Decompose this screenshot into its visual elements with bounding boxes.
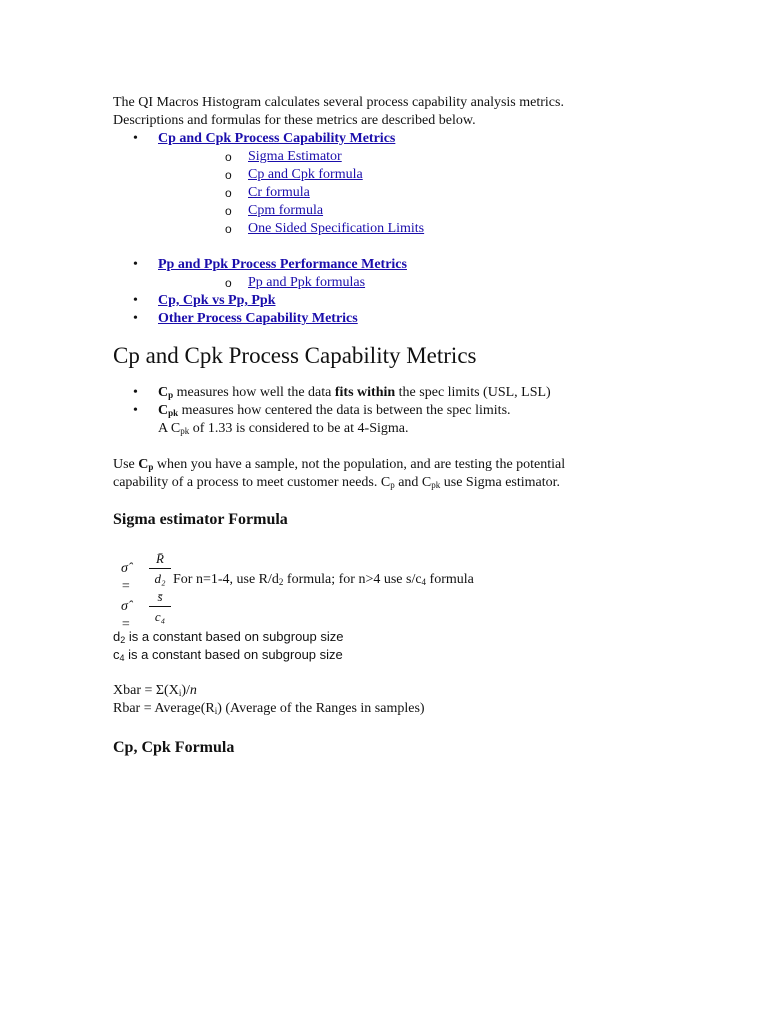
toc-link-pp-ppk[interactable]: Pp and Ppk Process Performance Metrics — [158, 257, 407, 272]
toc-link-pp-ppk-formulas[interactable]: Pp and Ppk formulas — [248, 275, 366, 290]
toc-link-other-metrics[interactable]: Other Process Capability Metrics — [158, 311, 358, 326]
d2-definition: $d_2$ is a constant based on subgroup size — [113, 629, 344, 645]
rbar-definition: Rbar = $Average(R_i)$ (Average of the Ranges in samples) — [113, 701, 425, 716]
toc-list — [113, 130, 733, 328]
toc-link-cpm-formula[interactable]: Cpm formula — [248, 203, 324, 218]
intro-line-1: The QI Macros Histogram calculates several process capability analysis metrics. — [113, 95, 564, 110]
toc-link-cr-formula[interactable]: Cr formula — [248, 185, 310, 200]
usage-paragraph: Use $C_p$ when you have a sample, not the population, and are testing the potential capability of a process to meet customer needs. $C_p$ and $C_{pk}$ use Sigma estimator. — [113, 457, 566, 490]
toc-item-other-metrics — [113, 310, 733, 328]
spacer — [158, 238, 733, 256]
bold-text: fits within — [334, 385, 396, 400]
toc-subitem — [158, 274, 733, 292]
toc-subitem — [158, 148, 733, 166]
toc-sublist-pp-ppk — [158, 274, 733, 292]
cp-cpk-formula-heading: Cp, Cpk Formula — [113, 739, 235, 756]
sigma-heading: Sigma estimator Formula — [113, 511, 288, 528]
cp-cpk-bullets — [113, 384, 733, 438]
sigma-note: For n=1-4, use $R/d_2$ formula; for n>4 use $s/c_4$ formula — [173, 572, 474, 587]
toc-subitem — [158, 184, 733, 202]
toc-sublist-cp-cpk — [158, 148, 733, 238]
toc-item-pp-ppk — [113, 256, 733, 292]
cpk-symbol: $C_{pk}$ — [158, 403, 179, 418]
toc-link-cp-cpk-formula[interactable]: Cp and Cpk formula — [248, 167, 363, 182]
bullet-text: of 1.33 is considered to be at 4-Sigma. — [189, 421, 409, 436]
bullet-text: measures how well the data — [173, 385, 335, 400]
section-heading-cp-cpk: Cp and Cpk Process Capability Metrics — [113, 343, 477, 368]
document-page — [113, 94, 733, 770]
sigma-formula-image: σ̂ = R̄ d₂ For n=1-4, use $R/d_2$ formula; for n>4 use $s/c_4$ formula σ̂ = s̄ c₄ — [121, 551, 474, 632]
xbar-definition: Xbar = $\Sigma(X_i)/n$ — [113, 683, 197, 698]
toc-item-cp-vs-pp — [113, 292, 733, 310]
subscript: pk — [180, 426, 190, 436]
toc-item-cp-cpk — [113, 130, 733, 256]
toc-link-sigma-estimator[interactable]: Sigma Estimator — [248, 149, 342, 164]
c4-definition: $c_4$ is a constant based on subgroup size — [113, 647, 343, 663]
bullet-text: A C — [158, 421, 181, 436]
toc-link-one-sided-limits[interactable]: One Sided Specification Limits — [248, 221, 425, 236]
toc-subitem — [158, 166, 733, 184]
bullet-text: measures how centered the data is between the spec limits. — [178, 403, 511, 418]
cp-symbol: $C_p$ — [158, 385, 174, 400]
bullet-cpk — [113, 402, 733, 438]
toc-link-cp-cpk[interactable]: Cp and Cpk Process Capability Metrics — [158, 131, 396, 146]
toc-link-cp-vs-pp[interactable]: Cp, Cpk vs Pp, Ppk — [158, 293, 276, 308]
bullet-text: the spec limits (USL, LSL) — [395, 385, 551, 400]
toc-subitem — [158, 220, 733, 238]
toc-subitem — [158, 202, 733, 220]
bullet-cp — [113, 384, 733, 402]
intro-line-2: Descriptions and formulas for these metrics are described below. — [113, 113, 476, 128]
